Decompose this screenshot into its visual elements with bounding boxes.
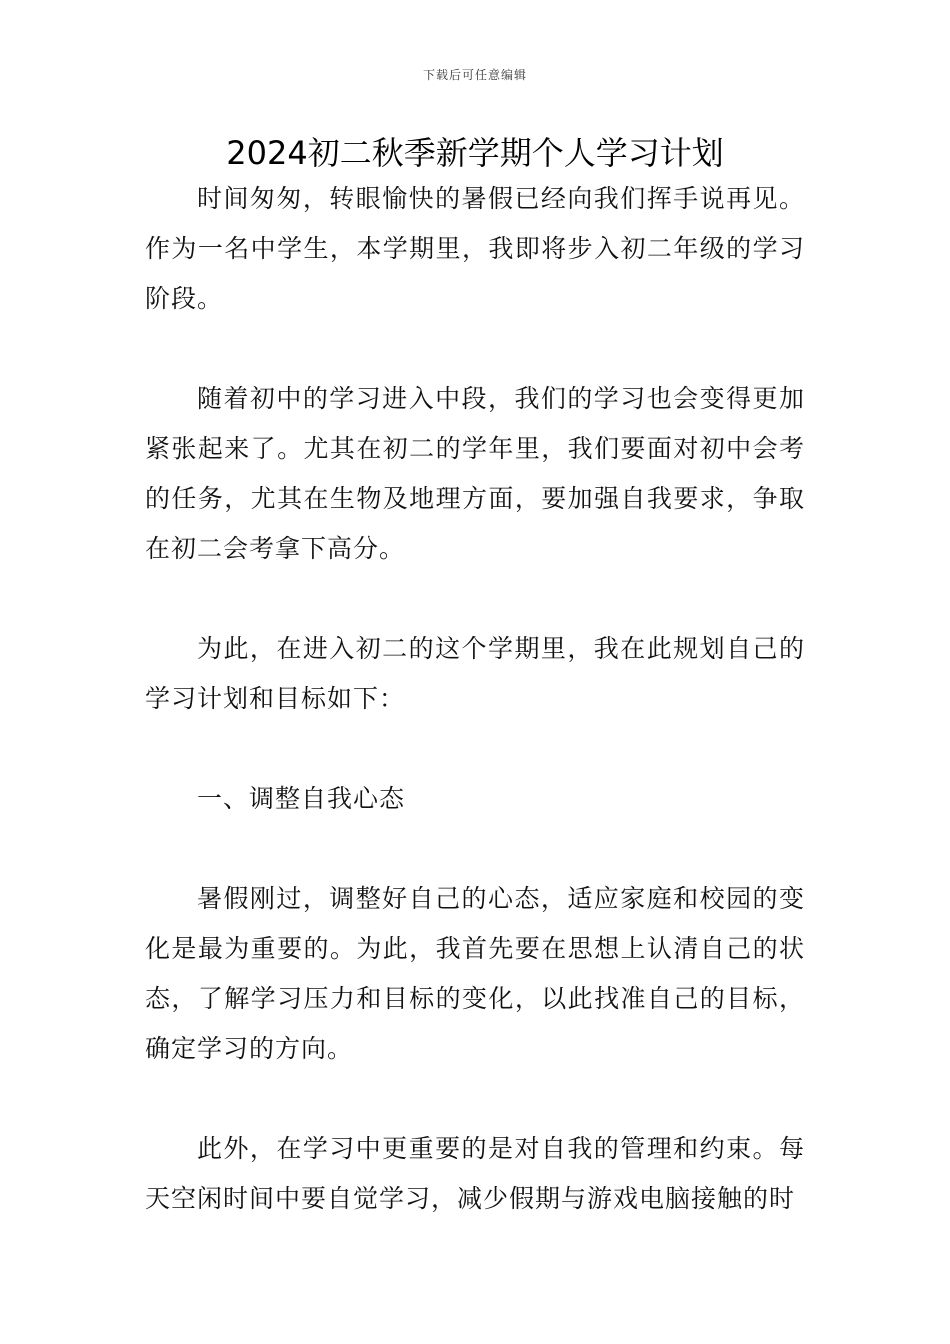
paragraph-mindset: 暑假刚过，调整好自己的心态，适应家庭和校园的变化是最为重要的。为此，我首先要在思想上认清自己的状态，了解学习压力和目标的变化，以此找准自己的目标，确定学习的方向。 xyxy=(145,884,805,1063)
document-body xyxy=(145,174,805,1224)
paragraph-context: 随着初中的学习进入中段，我们的学习也会变得更加紧张起来了。尤其在初二的学年里，我们要面对初中会考的任务，尤其在生物及地理方面，要加强自我要求，争取在初二会考拿下高分。 xyxy=(145,384,805,563)
paragraph-self-management: 此外，在学习中更重要的是对自我的管理和约束。每天空闲时间中要自觉学习，减少假期与游戏电脑接触的时 xyxy=(145,1134,805,1213)
header-note: 下载后可任意编辑 xyxy=(422,68,527,82)
paragraph-plan-intro: 为此，在进入初二的这个学期里，我在此规划自己的学习计划和目标如下： xyxy=(145,634,805,713)
paragraph-intro: 时间匆匆，转眼愉快的暑假已经向我们挥手说再见。作为一名中学生，本学期里，我即将步入初二年级的学习阶段。 xyxy=(145,184,805,313)
document-title: 2024初二秋季新学期个人学习计划 xyxy=(226,134,724,172)
section-heading-1: 一、调整自我心态 xyxy=(197,784,406,813)
